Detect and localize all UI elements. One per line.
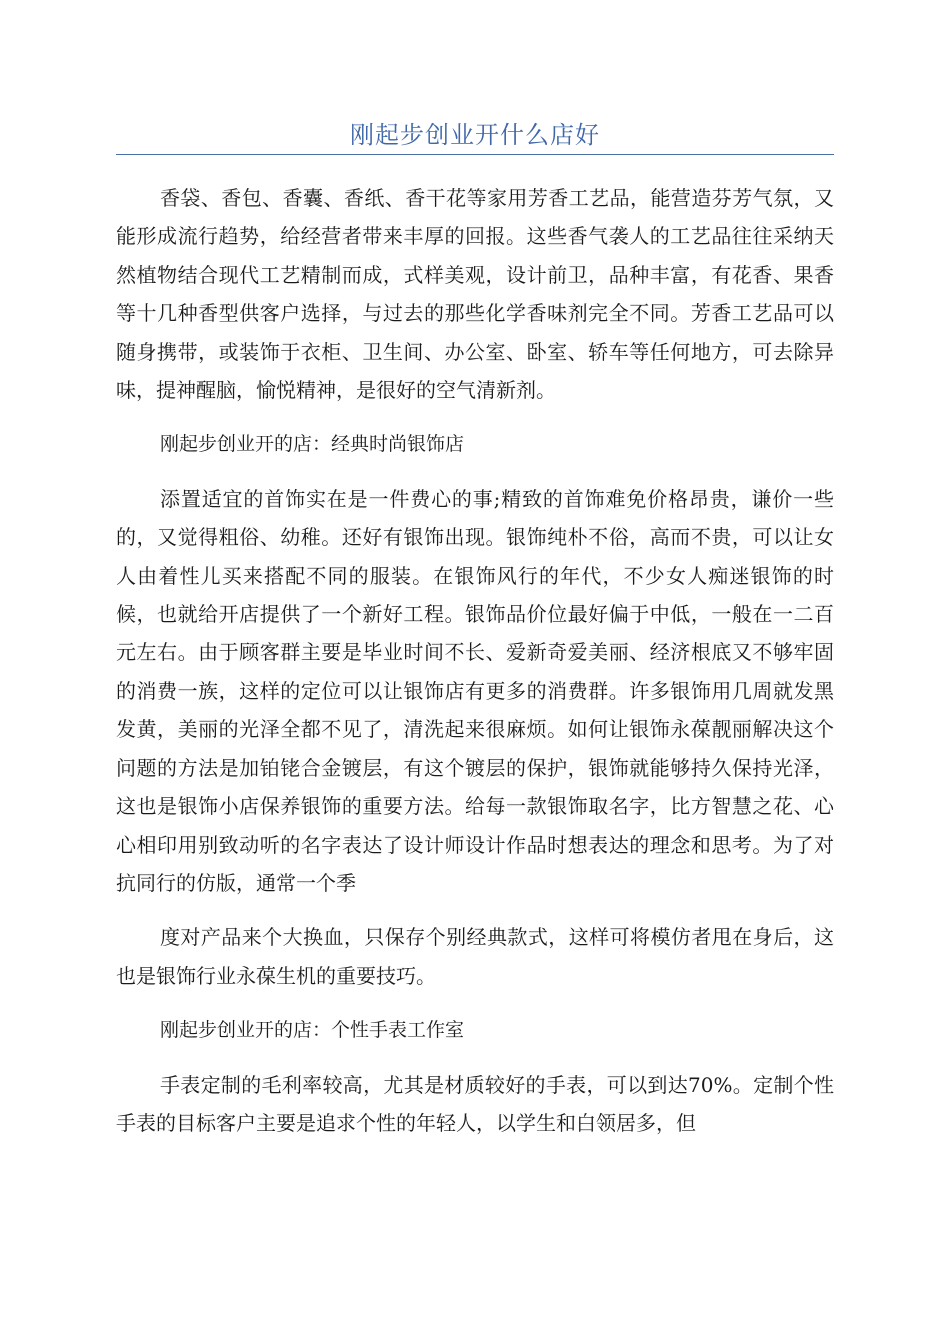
- document-title: 刚起步创业开什么店好: [350, 121, 600, 149]
- section-heading-silver-shop: 刚起步创业开的店：经典时尚银饰店: [160, 433, 465, 456]
- paragraph-watch-studio: 手表定制的毛利率较高，尤其是材质较好的手表，可以到达70%。定制个性手表的目标客户主要是追求个性的年轻人，以学生和白领居多，但: [116, 1072, 834, 1135]
- title-underline: [116, 154, 834, 155]
- paragraph-aromatic-crafts: 香袋、香包、香囊、香纸、香干花等家用芳香工艺品，能营造芬芳气氛，又能形成流行趋势，给经营者带来丰厚的回报。这些香气袭人的工艺品往往采纳天然植物结合现代工艺精制而成，式样美观，设计前卫，品种丰富，有花香、果香等十几种香型供客户选择，与过去的那些化学香味剂完全不同。芳香工艺品可以随身携带，或装饰于衣柜、卫生间、办公室、卧室、轿车等任何地方，可去除异味，提神醒脑，愉悦精神，是很好的空气清新剂。: [116, 186, 834, 403]
- paragraph-silver-shop: 添置适宜的首饰实在是一件费心的事;精致的首饰难免价格昂贵，谦价一些的，又觉得粗俗、幼稚。还好有银饰出现。银饰纯朴不俗，高而不贵，可以让女人由着性儿买来搭配不同的服装。在银饰风行的年代，不少女人痴迷银饰的时候，也就给开店提供了一个新好工程。银饰品价位最好偏于中低，一般在一二百元左右。由于顾客群主要是毕业时间不长、爱新奇爱美丽、经济根底又不够牢固的消费一族，这样的定位可以让银饰店有更多的消费群。许多银饰用几周就发黑发黄，美丽的光泽全都不见了，清洗起来很麻烦。如何让银饰永葆靓丽解决这个问题的方法是加铂铑合金镀层，有这个镀层的保护，银饰就能够持久保持光泽，这也是银饰小店保养银饰的重要方法。给每一款银饰取名字，比方智慧之花、心心相印用别致动听的名字表达了设计师设计作品时想表达的理念和思考。为了对抗同行的仿版，通常一个季: [116, 486, 834, 895]
- document-page: [116, 0, 834, 1158]
- document-body: [116, 179, 834, 1142]
- section-heading-watch-studio: 刚起步创业开的店：个性手表工作室: [160, 1019, 465, 1042]
- paragraph-silver-shop-continued: 度对产品来个大换血，只保存个别经典款式，这样可将模仿者甩在身后，这也是银饰行业永葆生机的重要技巧。: [116, 925, 834, 988]
